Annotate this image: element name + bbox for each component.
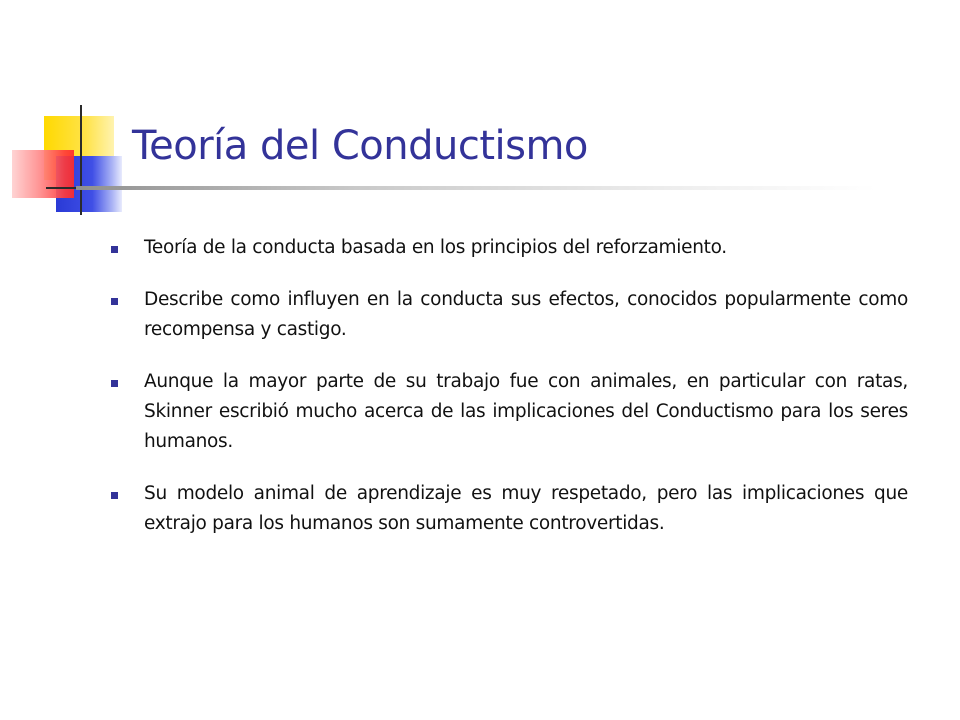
bullet-item xyxy=(108,479,908,539)
vertical-line-decoration xyxy=(80,105,82,215)
red-square-decoration xyxy=(12,150,74,198)
bullet-text: Describe como influyen en la conducta sus efectos, conocidos popularmente como recompensa y castigo. xyxy=(144,289,908,340)
square-bullet-icon xyxy=(111,492,118,499)
bullet-text: Su modelo animal de aprendizaje es muy respetado, pero las implicaciones que extrajo para los humanos son sumamente controvertidas. xyxy=(144,483,908,534)
bullet-text: Teoría de la conducta basada en los principios del reforzamiento. xyxy=(144,237,727,258)
bullet-item xyxy=(108,285,908,345)
bullet-text: Aunque la mayor parte de su trabajo fue con animales, en particular con ratas, Skinner escribió mucho acerca de las implicaciones del Conductismo para los seres humanos. xyxy=(144,371,908,452)
slide-title: Teoría del Conductismo xyxy=(132,123,588,169)
bullet-list xyxy=(108,233,908,561)
square-bullet-icon xyxy=(111,246,118,253)
bullet-item xyxy=(108,233,908,263)
title-underline xyxy=(76,186,876,190)
square-bullet-icon xyxy=(111,380,118,387)
square-bullet-icon xyxy=(111,298,118,305)
bullet-item xyxy=(108,367,908,457)
